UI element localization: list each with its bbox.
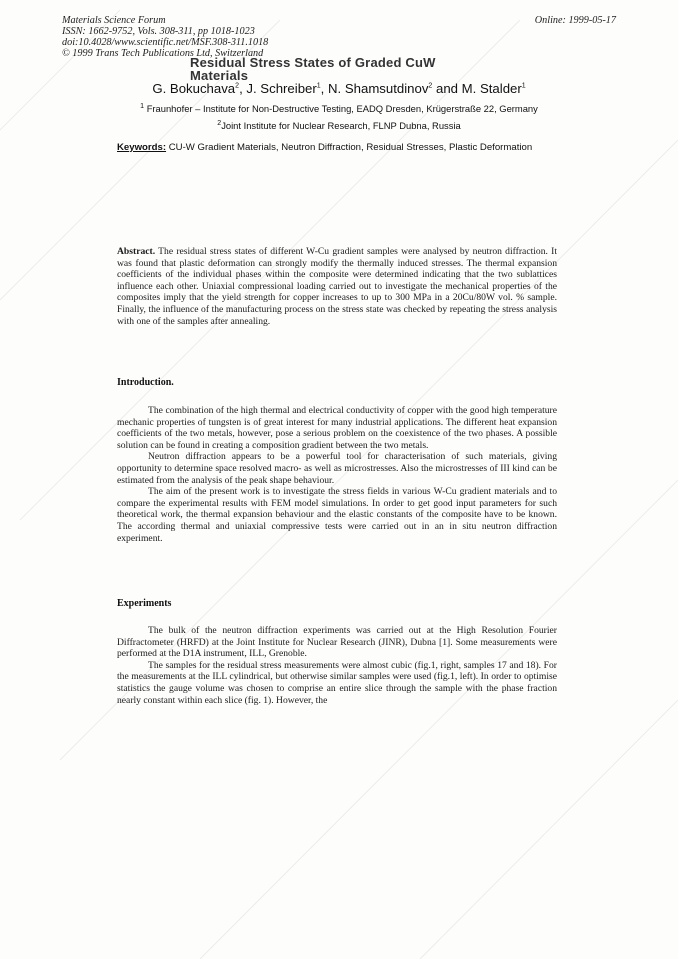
abstract [117,246,557,327]
author-name: , J. Schreiber [239,81,317,96]
affiliation-2 [0,120,678,131]
paper-title-clipped [190,55,490,83]
abstract-label: Abstract. [117,246,156,257]
keywords-label: Keywords: [117,142,167,153]
affil-marker: 1 [521,82,526,90]
paragraph: The samples for the residual stress measurements were almost cubic (fig.1, right, samples 17 and 18). For the measurements at the ILL cylindrical, but otherwise similar samples were used (fig.1, left). In order to optimise statistics the gauge volume was chosen to comprise an entire slice through the sample with the phase fraction nearly constant within each slice (fig. 1). However, the [117,659,557,706]
introduction-body [117,405,557,544]
affil-marker: 2 [217,119,222,127]
keywords [117,142,532,153]
keywords-text: CU-W Gradient Materials, Neutron Diffraction, Residual Stresses, Plastic Deformation [166,142,533,153]
section-heading-experiments: Experiments [117,598,172,609]
paper-title: Residual Stress States of Graded CuW Materials [190,55,436,83]
journal-name: Materials Science Forum [62,15,166,26]
paragraph: The combination of the high thermal and electrical conductivity of copper with the good high temperature mechanic properties of tungsten is of great interest for many industrial applications. The different heat expansion coefficients of the two metals, however, pose a serious problem on the coexistence of the two phases. A possible solution can be found in creating a composition gradient between the two metals. [117,405,557,451]
section-heading-introduction: Introduction. [117,377,174,388]
issn-line: ISSN: 1662-9752, Vols. 308-311, pp 1018-1023 [62,26,255,37]
affiliation-text: Joint Institute for Nuclear Research, FLNP Dubna, Russia [221,120,461,131]
copyright-line: © 1999 Trans Tech Publications Ltd, Switzerland [62,48,264,59]
author-name: and M. Stalder [432,81,522,96]
author-line [0,81,678,96]
paragraph: Neutron diffraction appears to be a powerful tool for characterisation of such materials, giving opportunity to determine space resolved macro- as well as microstresses. Also the microstresses of III kind can be estimated from the analysis of the peak shape behaviour. [117,451,557,486]
affil-marker: 2 [428,82,433,90]
affiliation-text: Fraunhofer – Institute for Non-Destructive Testing, EADQ Dresden, Krügerstraße 22, Germany [146,103,538,114]
author-name: , N. Shamsutdinov [320,81,429,96]
paragraph: The aim of the present work is to investigate the stress fields in various W-Cu gradient materials and to compare the experimental results with FEM model simulations. In order to get good input parameters for such theoretical work, the thermal expansion behaviour and the elastic constants of the composite have to be known. The according thermal and uniaxial compressive tests were carried out in an in situ neutron diffraction experiment. [117,486,557,544]
abstract-text: The residual stress states of different W-Cu gradient samples were analysed by neutron diffraction. It was found that plastic deformation can strongly modify the thermally induced stresses. The thermal expansion coefficients of the individual phases within the composite were determined indicating that the two sublattices influence each other. Uniaxial compressional loading carried out to investigate the mechanical properties of the composites imply that the yield strength for copper increases to up to 300 MPa in a 20Cu/80W vol. % sample. Finally, the influence of the manufacturing process on the stress state was checked by repeating the stress analysis with one of the samples after annealing. [117,246,557,327]
affil-marker: 1 [316,82,321,90]
doi-line[interactable]: doi:10.4028/www.scientific.net/MSF.308-311.1018 [62,37,269,48]
experiments-body [117,625,557,706]
affil-marker: 1 [140,102,145,110]
journal-header [62,15,268,59]
author-name: G. Bokuchava [152,81,236,96]
affil-marker: 2 [235,82,240,90]
online-date: Online: 1999-05-17 [534,15,616,26]
affiliation-1 [0,103,678,114]
paragraph: The bulk of the neutron diffraction experiments was carried out at the High Resolution Fourier Diffractometer (HRFD) at the Joint Institute for Nuclear Research (JINR), Dubna [1]. Some measurements were performed at the D1A instrument, ILL, Grenoble. [117,625,557,660]
